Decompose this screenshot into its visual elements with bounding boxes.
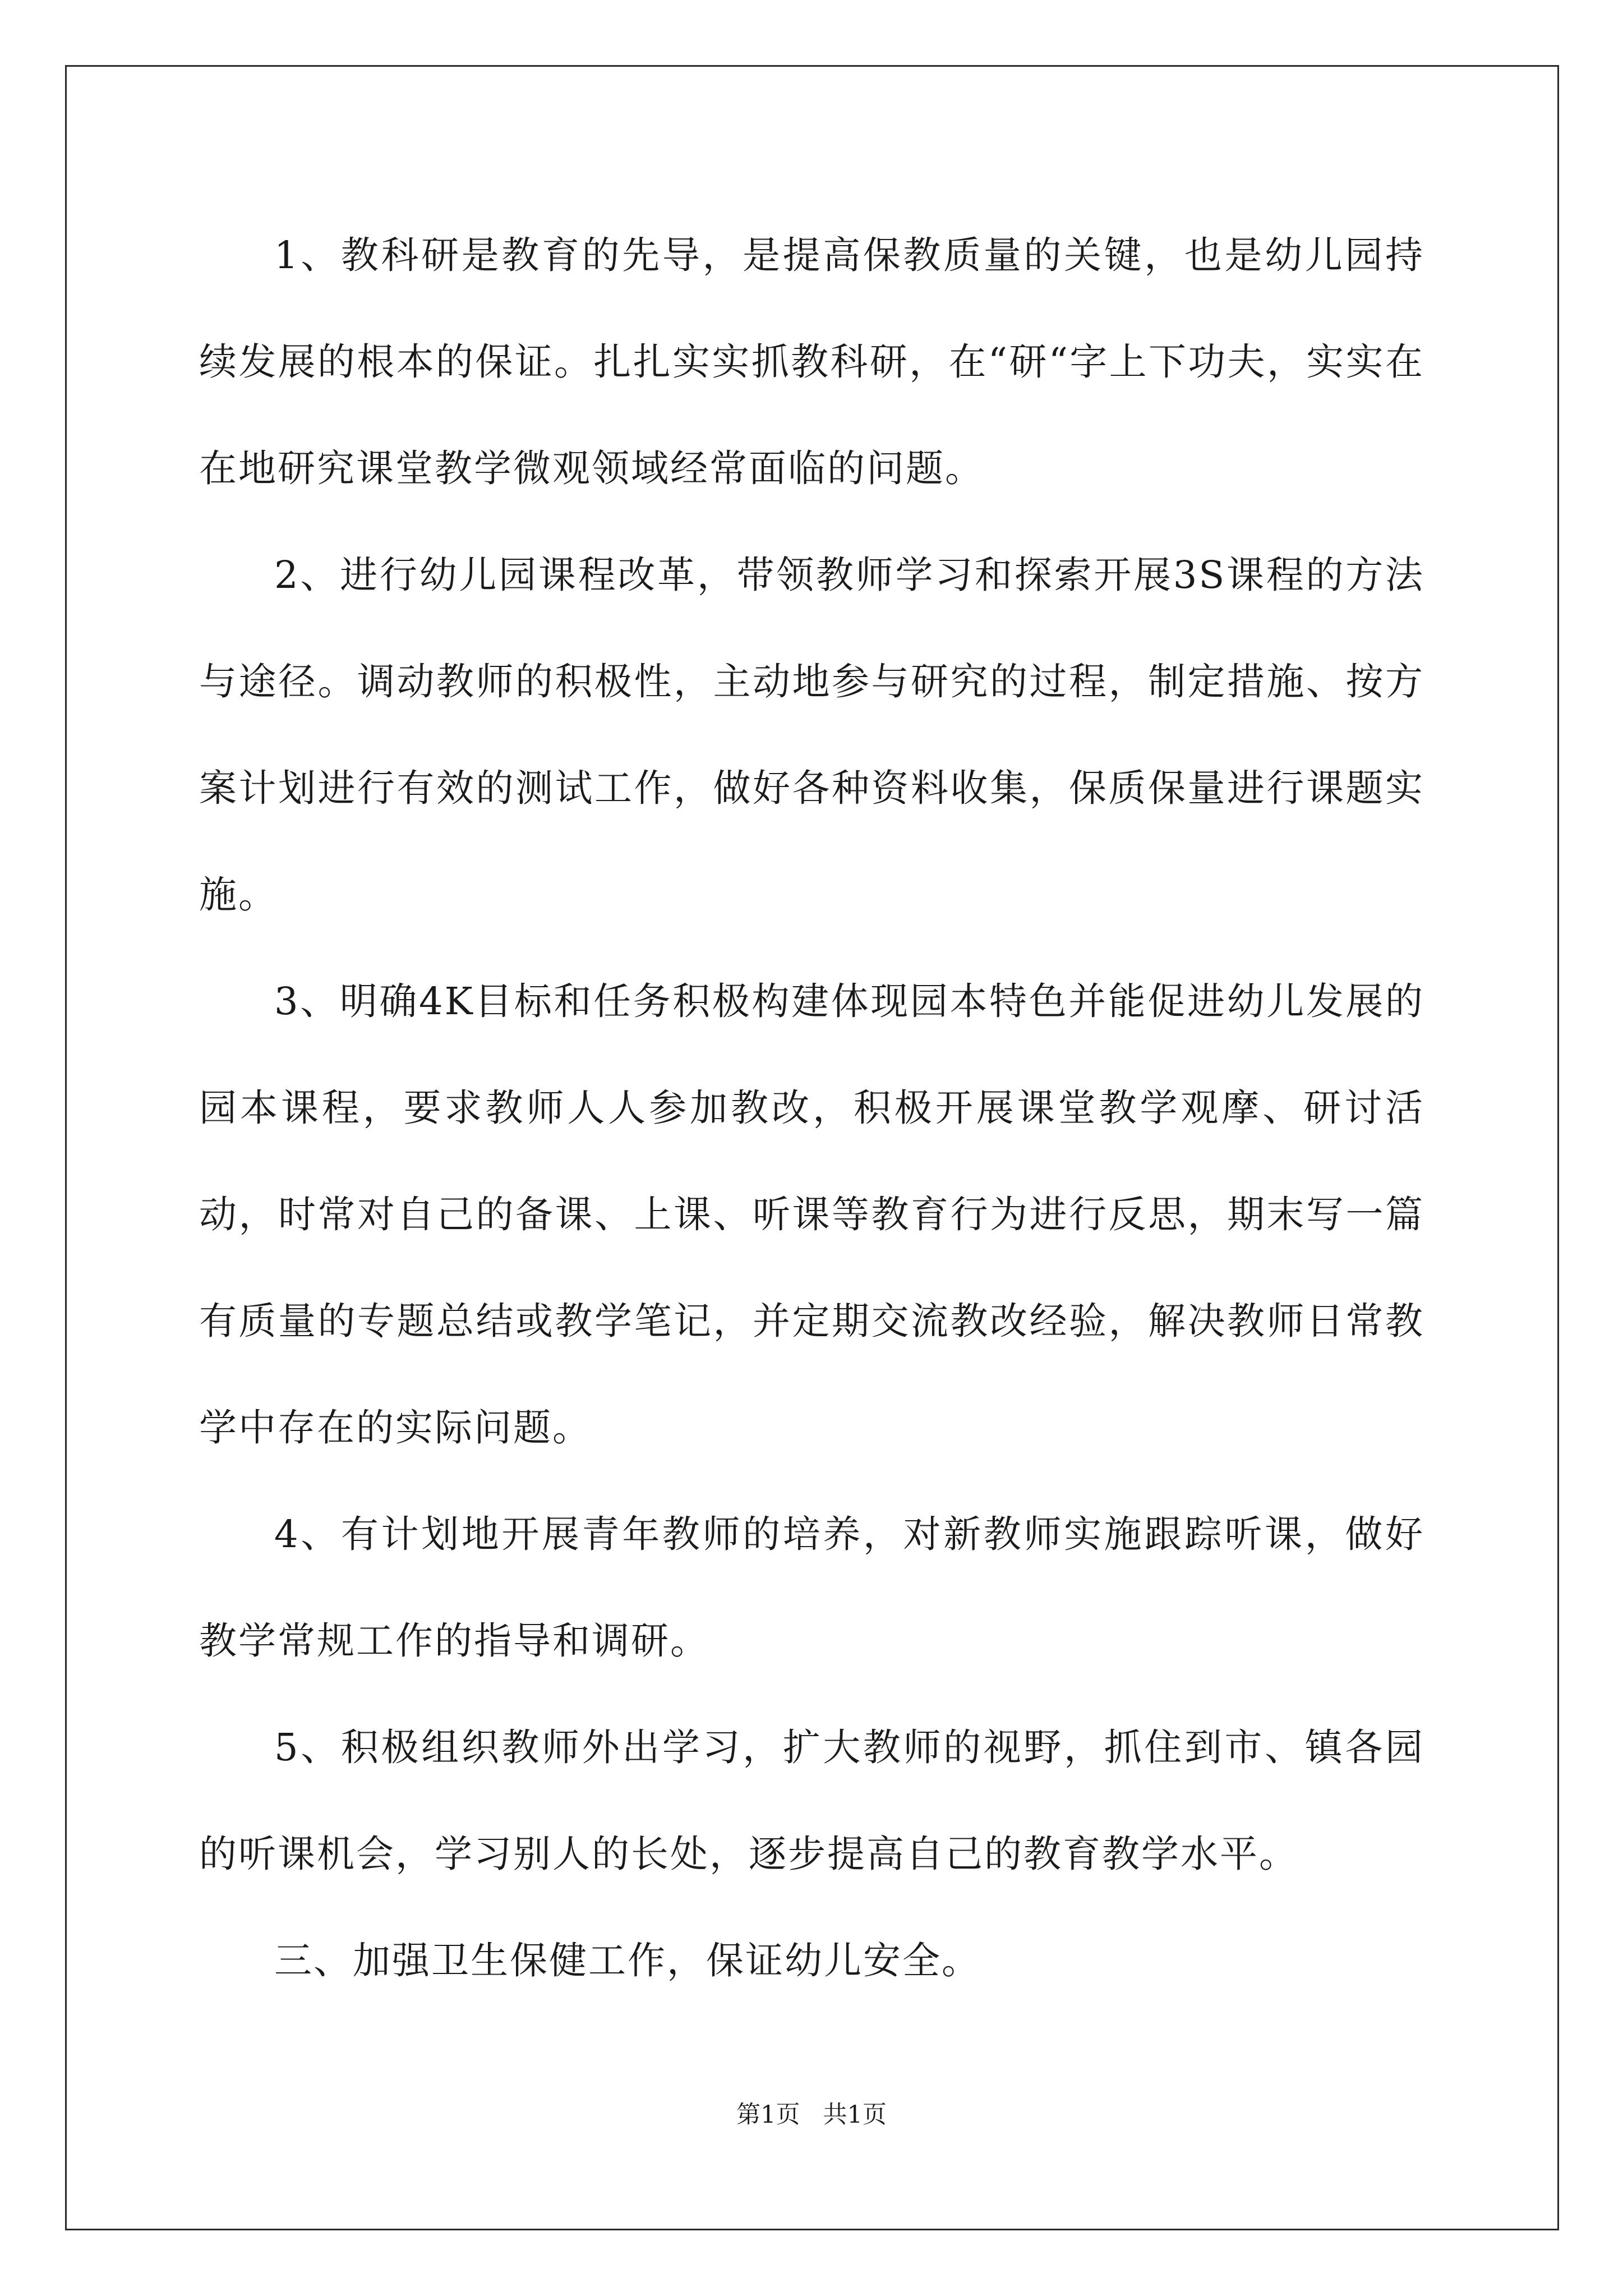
paragraph-1: 1、教科研是教育的先导，是提高保教质量的关键，也是幼儿园持续发展的根本的保证。扎扎实实抓教科研，在“研“字上下功夫，实实在在地研究课堂教学微观领域经常面临的问题。	[199, 233, 1424, 490]
section-heading: 三、加强卫生保健工作，保证幼儿安全。	[274, 1939, 981, 1982]
document-body	[199, 202, 1424, 2014]
paragraph-2: 2、进行幼儿园课程改革，带领教师学习和探索开展3S课程的方法与途径。调动教师的积极性，主动地参与研究的过程，制定措施、按方案计划进行有效的测试工作，做好各种资料收集，保质保量进行课题实施。	[199, 553, 1424, 917]
page-footer: 第1页 共1页	[736, 2101, 887, 2129]
paragraph-3: 3、明确4K目标和任务积极构建体现园本特色并能促进幼儿发展的园本课程，要求教师人人参加教改，积极开展课堂教学观摩、研讨活动，时常对自己的备课、上课、听课等教育行为进行反思，期末写一篇有质量的专题总结或教学笔记，并定期交流教改经验，解决教师日常教学中存在的实际问题。	[199, 979, 1424, 1450]
paragraph-4: 4、有计划地开展青年教师的培养，对新教师实施跟踪听课，做好教学常规工作的指导和调研。	[199, 1512, 1424, 1663]
paragraph-5: 5、积极组织教师外出学习，扩大教师的视野，抓住到市、镇各园的听课机会，学习别人的长处，逐步提高自己的教育教学水平。	[199, 1726, 1424, 1876]
